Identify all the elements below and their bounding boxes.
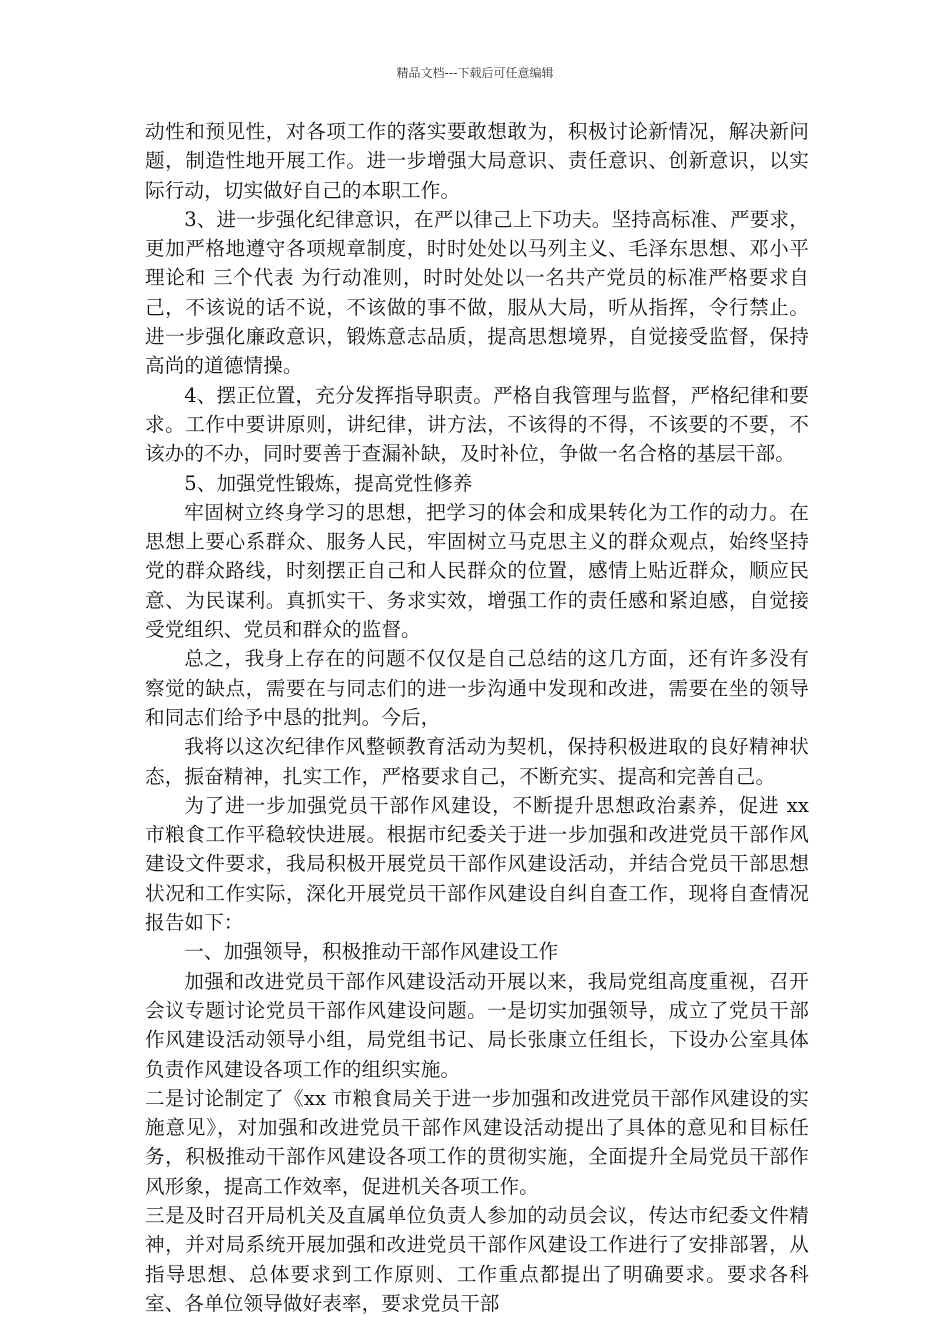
paragraph: 牢固树立终身学习的思想，把学习的体会和成果转化为工作的动力。在思想上要心系群众、服务人民，牢固树立马克思主义的群众观点，始终坚持党的群众路线，时刻摆正自己和人民群众的位置，感情上贴近群众，顺应民意、为民谋利。真抓实干、务求实效，增强工作的责任感和紧迫感，自觉接受党组织、党员和群众的监督。 [145,500,809,642]
paragraph: 总之，我身上存在的问题不仅仅是自己总结的这几方面，还有许多没有察觉的缺点，需要在与同志们的进一步沟通中发现和改进，需要在坐的领导和同志们给予中恳的批判。今后， [145,647,809,729]
paragraph: 为了进一步加强党员干部作风建设，不断提升思想政治素养，促进 xx 市粮食工作平稳较快进展。根据市纪委关于进一步加强和改进党员干部作风建设文件要求，我局积极开展党员干部作风建设活动，并结合党员干部思想状况和工作实际，深化开展党员干部作风建设自纠自查工作，现将自查情况报告如下： [145,793,809,935]
section-heading: 一、加强领导，积极推动干部作风建设工作 [184,940,559,964]
document-body [145,117,809,1318]
paragraph: 二是讨论制定了《xx 市粮食局关于进一步加强和改进党员干部作风建设的实施意见》，对加强和改进党员干部作风建设活动提出了具体的意见和目标任务，积极推动干部作风建设各项工作的贯彻实施，全面提升全局党员干部作风形象，提高工作效率，促进机关各项工作。 [145,1086,809,1198]
paragraph: 我将以这次纪律作风整顿教育活动为契机，保持积极进取的良好精神状态，振奋精神，扎实工作，严格要求自己，不断充实、提高和完善自己。 [145,735,809,788]
page-header: 精品文档---下载后可任意编辑 [396,66,554,80]
section-heading: 5、加强党性锻炼，提高党性修养 [184,471,473,495]
paragraph: 三是及时召开局机关及直属单位负责人参加的动员会议，传达市纪委文件精神，并对局系统开展加强和改进党员干部作风建设工作进行了安排部署，从指导思想、总体要求到工作原则、工作重点都提出了明确要求。要求各科室、各单位领导做好表率，要求党员干部 [145,1203,809,1315]
paragraph: 3、进一步强化纪律意识，在严以律己上下功夫。坚持高标准、严要求，更加严格地遵守各项规章制度，时时处处以马列主义、毛泽东思想、邓小平理论和 三个代表 为行动准则，时时处处以一名共产党员的标准严格要求自己，不该说的话不说，不该做的事不做，服从大局，听从指挥，令行禁止。进一步强化廉政意识，锻炼意志品质，提高思想境界，自觉接受监督，保持高尚的道德情操。 [145,207,809,378]
paragraph: 动性和预见性，对各项工作的落实要敢想敢为，积极讨论新情况，解决新问题，制造性地开展工作。进一步增强大局意识、责任意识、创新意识，以实际行动，切实做好自己的本职工作。 [145,120,809,202]
paragraph: 加强和改进党员干部作风建设活动开展以来，我局党组高度重视，召开会议专题讨论党员干部作风建设问题。一是切实加强领导，成立了党员干部作风建设活动领导小组，局党组书记、局长张康立任组长，下设办公室具体负责作风建设各项工作的组织实施。 [145,969,809,1081]
paragraph: 4、摆正位置，充分发挥指导职责。严格自我管理与监督，严格纪律和要求。工作中要讲原则，讲纪律，讲方法，不该得的不得，不该要的不要，不该办的不办，同时要善于查漏补缺，及时补位，争做一名合格的基层干部。 [145,383,809,466]
